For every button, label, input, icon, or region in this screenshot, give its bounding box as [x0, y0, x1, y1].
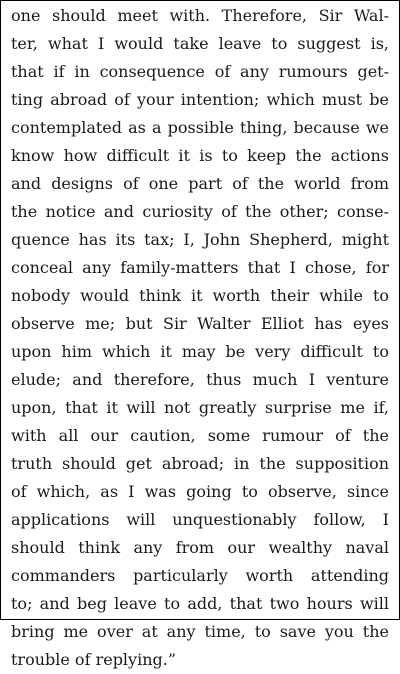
text-line: truth should get abroad; in the supposition	[11, 454, 389, 473]
text-line: contemplated as a possible thing, because we	[11, 118, 389, 137]
text-line: know how difficult it is to keep the actions	[11, 146, 389, 165]
reader-text-block	[11, 2, 389, 674]
text-line: to; and beg leave to add, that two hours will	[11, 594, 389, 613]
text-line-last: trouble of replying.”	[11, 650, 177, 669]
text-line: of which, as I was going to observe, since	[11, 482, 389, 501]
text-line: quence has its tax; I, John Shepherd, might	[11, 230, 389, 249]
text-line: ting abroad of your intention; which must be	[11, 90, 389, 109]
text-line: applications will unquestionably follow, I	[11, 510, 389, 529]
text-line: bring me over at any time, to save you the	[11, 622, 389, 641]
text-line: nobody would think it worth their while to	[11, 286, 389, 305]
text-line: should think any from our wealthy naval	[11, 538, 389, 557]
text-line: ter, what I would take leave to suggest is,	[11, 34, 389, 53]
text-line: with all our caution, some rumour of the	[11, 426, 389, 445]
text-line: and designs of one part of the world from	[11, 174, 389, 193]
text-line: conceal any family-matters that I chose, for	[11, 258, 389, 277]
text-line: observe me; but Sir Walter Elliot has eyes	[11, 314, 389, 333]
text-line: one should meet with. Therefore, Sir Wal-	[11, 6, 389, 25]
text-line: elude; and therefore, thus much I venture	[11, 370, 389, 389]
text-line: commanders particularly worth attending	[11, 566, 389, 585]
text-line: that if in consequence of any rumours get-	[11, 62, 389, 81]
text-line: upon him which it may be very difficult to	[11, 342, 389, 361]
text-line: upon, that it will not greatly surprise me if,	[11, 398, 389, 417]
text-line: the notice and curiosity of the other; conse-	[11, 202, 389, 221]
